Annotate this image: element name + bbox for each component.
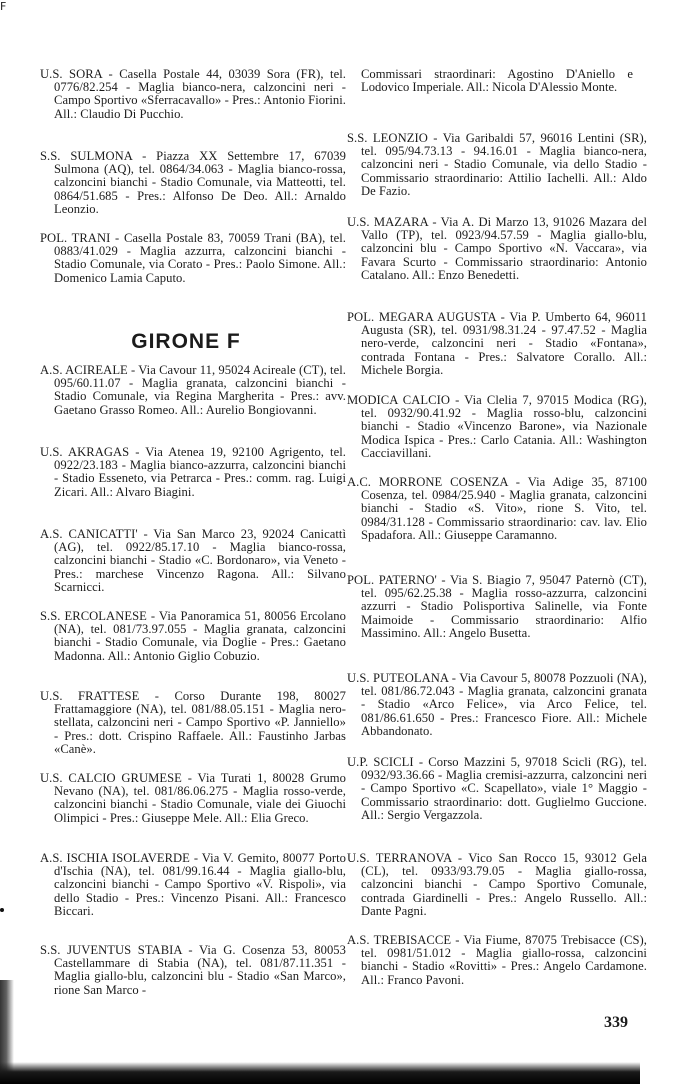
club-entry-grumese: U.S. CALCIO GRUMESE - Via Turati 1, 80028 Grumo Nevano (NA), tel. 081/86.06.275 - Maglia rosso-verde, calzoncini bianchi - Stadio Comunale, viale dei Giuochi Olimpici - Pres.: Giuseppe Mele. All.: Elia Greco.: [40, 771, 346, 825]
club-entry-scicli: U.P. SCICLI - Corso Mazzini 5, 97018 Scicli (RG), tel. 0932/93.36.66 - Maglia cremisi-azzurra, calzoncini neri - Campo Sportivo «C. Scapellato», viale 1° Maggio - Commissario straordinario: dott. Guglielmo Guccione. All.: Sergio Vergazzola.: [347, 755, 647, 822]
corner-mark: F: [0, 0, 7, 13]
scan-bottom-edge: [0, 1062, 640, 1084]
club-entry-leonzio: S.S. LEONZIO - Via Garibaldi 57, 96016 Lentini (SR), tel. 095/94.73.13 - 94.16.01 - Maglia bianco-nera, calzoncini neri - Stadio Comunale, via dello Stadio - Commissario straordinario: Attilio Iachelli. All.: Aldo De Fazio.: [347, 131, 647, 198]
club-entry-frattese: U.S. FRATTESE - Corso Durante 198, 80027 Frattamaggiore (NA), tel. 081/88.05.151 - Maglia nero-stellata, calzoncini neri - Campo Sportivo «P. Janniello» - Pres.: dott. Crispino Raffaele. All.: Faustinho Jarbas «Canè».: [40, 689, 346, 756]
club-entry-modica: MODICA CALCIO - Via Clelia 7, 97015 Modica (RG), tel. 0932/90.41.92 - Maglia rosso-blu, calzoncini bianchi - Stadio «Vincenzo Barone», via Nazionale Modica Ispica - Pres.: Carlo Catania. All.: Washington Cacciavillani.: [347, 393, 647, 460]
club-entry-puteolana: U.S. PUTEOLANA - Via Cavour 5, 80078 Pozzuoli (NA), tel. 081/86.72.043 - Maglia granata, calzoncini granata - Stadio «Arco Felice», via Arco Felice, tel. 081/86.61.650 - Pres.: Francesco Fiore. All.: Michele Abbandonato.: [347, 671, 647, 738]
club-entry-trebisacce: A.S. TREBISACCE - Via Fiume, 87075 Trebisacce (CS), tel. 0981/51.012 - Maglia giallo-rossa, calzoncini bianchi - Stadio «Rovitti» - Pres.: Angelo Cardamone. All.: Franco Pavoni.: [347, 933, 647, 987]
club-entry-paterno: POL. PATERNO' - Via S. Biagio 7, 95047 Paternò (CT), tel. 095/62.25.38 - Maglia rosso-azzurra, calzoncini azzurri - Stadio Polisportiva Salinelle, via Fonte Maimoide - Commissario straordinario: Alfio Massimino. All.: Angelo Busetta.: [347, 573, 647, 640]
section-title-girone-f: GIRONE F: [131, 330, 241, 353]
club-entry-sora: U.S. SORA - Casella Postale 44, 03039 Sora (FR), tel. 0776/82.254 - Maglia bianco-nera, calzoncini neri - Campo Sportivo «Sferracavallo» - Pres.: Antonio Fiorini. All.: Claudio Di Pucchio.: [40, 67, 346, 121]
club-entry-juventus-stabia: S.S. JUVENTUS STABIA - Via G. Cosenza 53, 80053 Castellammare di Stabia (NA), tel. 081/87.11.351 - Maglia giallo-blu, calzoncini blu - Stadio «San Marco», rione San Marco -: [40, 943, 346, 997]
club-entry-sulmona: S.S. SULMONA - Piazza XX Settembre 17, 67039 Sulmona (AQ), tel. 0864/34.063 - Maglia bianco-rossa, calzoncini bianchi - Stadio Comunale, via Matteotti, tel. 0864/51.685 - Pres.: Alfonso De Deo. All.: Arnaldo Leonzio.: [40, 149, 346, 216]
club-entry-terranova: U.S. TERRANOVA - Vico San Rocco 15, 93012 Gela (CL), tel. 0933/93.79.05 - Maglia giallo-rossa, calzoncini bianchi - Campo Sportivo Comunale, contrada Giardinelli - Pres.: Angelo Russello. All.: Dante Pagni.: [347, 851, 647, 918]
club-entry-trani: POL. TRANI - Casella Postale 83, 70059 Trani (BA), tel. 0883/41.029 - Maglia azzurra, calzoncini bianchi - Stadio Comunale, via Corato - Pres.: Paolo Simone. All.: Domenico Lamia Caputo.: [40, 231, 346, 285]
club-entry-mazara: U.S. MAZARA - Via A. Di Marzo 13, 91026 Mazara del Vallo (TP), tel. 0923/94.57.59 - Maglia giallo-blu, calzoncini blu - Campo Sportivo «N. Vaccara», via Favara Scurto - Commissario straordinario: Antonio Catalano. All.: Enzo Benedetti.: [347, 215, 647, 282]
page-number: 339: [604, 1014, 628, 1031]
club-entry-acireale: A.S. ACIREALE - Via Cavour 11, 95024 Acireale (CT), tel. 095/60.11.07 - Maglia granata, calzoncini bianchi - Stadio Comunale, via Regina Margherita - Pres.: avv. Gaetano Grasso Romeo. All.: Aurelio Bongiovanni.: [40, 363, 346, 417]
club-entry-canicatti: A.S. CANICATTI' - Via San Marco 23, 92024 Canicattì (AG), tel. 0922/85.17.10 - Maglia bianco-rossa, calzoncini bianchi - Stadio «C. Bordonaro», via Veneto - Pres.: marchese Vincenzo Ragona. All.: Silvano Scarnicci.: [40, 527, 346, 594]
scan-speck: [0, 908, 4, 912]
club-entry-megara-augusta: POL. MEGARA AUGUSTA - Via P. Umberto 64, 96011 Augusta (SR), tel. 0931/98.31.24 - 97.47.52 - Maglia nero-verde, calzoncini neri - Stadio «Fontana», contrada Fontana - Pres.: Salvatore Corallo. All.: Michele Borgia.: [347, 310, 647, 377]
club-entry-morrone-cosenza: A.C. MORRONE COSENZA - Via Adige 35, 87100 Cosenza, tel. 0984/25.940 - Maglia granata, calzoncini bianchi - Stadio «S. Vito», rione S. Vito, tel. 0984/31.128 - Commissario straordinario: cav. lav. Elio Spadafora. All.: Giuseppe Caramanno.: [347, 475, 647, 542]
continuation-text: Commissari straordinari: Agostino D'Aniello e Lodovico Imperiale. All.: Nicola D'Alessio Monte.: [361, 67, 633, 95]
club-entry-ercolanese: S.S. ERCOLANESE - Via Panoramica 51, 80056 Ercolano (NA), tel. 081/73.97.055 - Maglia granata, calzoncini bianchi - Stadio Comunale, via Doglie - Pres.: Gaetano Madonna. All.: Antonio Giglio Cobuzio.: [40, 609, 346, 663]
club-entry-ischia: A.S. ISCHIA ISOLAVERDE - Via V. Gemito, 80077 Porto d'Ischia (NA), tel. 081/99.16.44 - Maglia giallo-blu, calzoncini bianchi - Campo Sportivo «V. Rispoli», via dello Stadio - Pres.: Vincenzo Pisani. All.: Francesco Biccari.: [40, 851, 346, 918]
club-entry-akragas: U.S. AKRAGAS - Via Atenea 19, 92100 Agrigento, tel. 0922/23.183 - Maglia bianco-azzurra, calzoncini bianchi - Stadio Esseneto, via Petrarca - Pres.: comm. rag. Luigi Zicari. All.: Alvaro Biagini.: [40, 445, 346, 499]
